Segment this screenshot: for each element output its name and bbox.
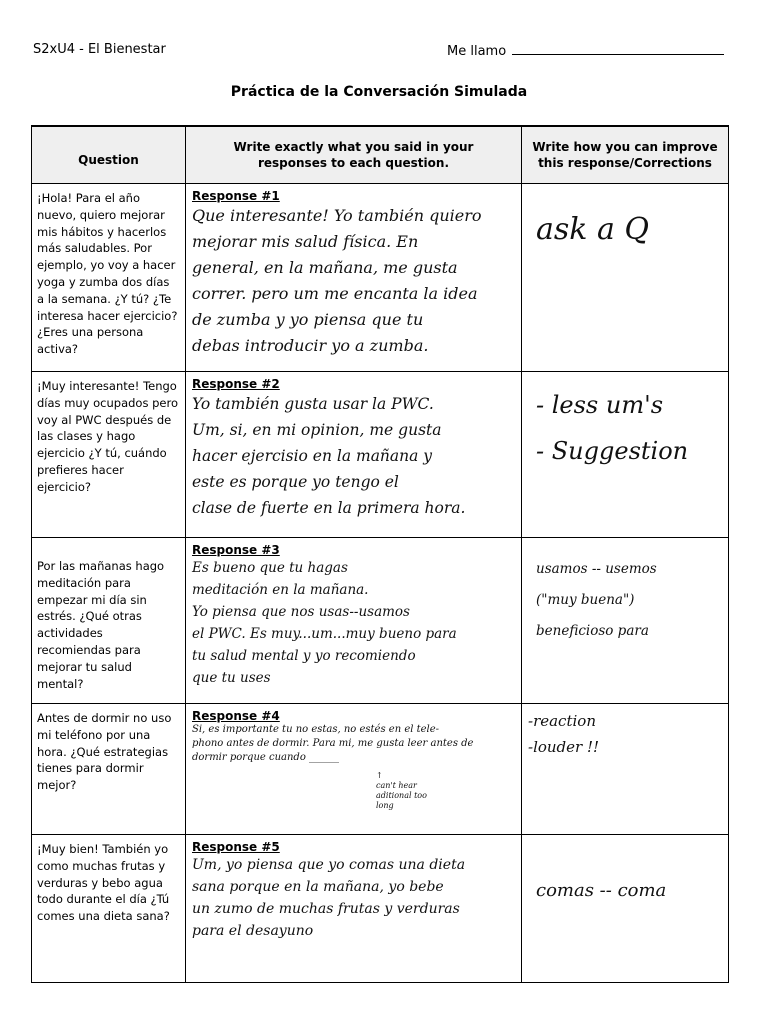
response-label: Response #4 bbox=[192, 709, 280, 723]
handwritten-correction: ask a Q bbox=[536, 212, 650, 247]
correction-cell[interactable] bbox=[522, 372, 729, 538]
handwritten-note: ↑ can't hear aditional too long bbox=[376, 771, 427, 810]
question-cell: ¡Muy interesante! Tengo días muy ocupados pero voy al PWC después de las clases y hago ejercicio ¿Y tú, cuándo prefieres hacer ejercicio? bbox=[32, 372, 186, 538]
column-header-question: Question bbox=[32, 126, 186, 184]
correction-cell[interactable] bbox=[522, 835, 729, 983]
handwritten-response: Yo también gusta usar la PWC. Um, si, en mi opinion, me gusta hacer ejercisio en la mañana y este es porque yo tengo el clase de fuerte en la primera hora. bbox=[192, 395, 466, 517]
table-row bbox=[32, 372, 729, 538]
question-cell: Antes de dormir no uso mi teléfono por una hora. ¿Qué estrategias tienes para dormir mejor? bbox=[32, 704, 186, 835]
response-label: Response #1 bbox=[192, 189, 280, 203]
response-cell[interactable] bbox=[186, 704, 522, 835]
response-label: Response #3 bbox=[192, 543, 280, 557]
response-label: Response #5 bbox=[192, 840, 280, 854]
page-title: Práctica de la Conversación Simulada bbox=[230, 84, 528, 100]
response-cell[interactable] bbox=[186, 184, 522, 372]
correction-cell[interactable] bbox=[522, 704, 729, 835]
table-header-row bbox=[32, 126, 729, 184]
question-cell: ¡Hola! Para el año nuevo, quiero mejorar mis hábitos y hacerlos más saludables. Por ejemplo, yo voy a hacer yoga y zumba dos días a la semana. ¿Y tú? ¿Te interesa hacer ejercicio? ¿Eres una persona activa? bbox=[32, 184, 186, 372]
column-header-response: Write exactly what you said in your responses to each question. bbox=[186, 126, 522, 184]
handwritten-response: Si, es importante tu no estas, no estés en el tele- phono antes de dormir. Para mi, me gusta leer antes de dormir porque cuando ______ bbox=[192, 724, 474, 763]
table-row bbox=[32, 704, 729, 835]
response-cell[interactable] bbox=[186, 538, 522, 704]
response-cell[interactable] bbox=[186, 372, 522, 538]
correction-cell[interactable] bbox=[522, 538, 729, 704]
response-cell[interactable] bbox=[186, 835, 522, 983]
name-blank-line[interactable] bbox=[512, 42, 724, 55]
table-row bbox=[32, 184, 729, 372]
handwritten-correction: comas -- coma bbox=[536, 880, 667, 901]
name-label: Me llamo bbox=[447, 44, 507, 59]
table-row bbox=[32, 538, 729, 704]
table-row bbox=[32, 835, 729, 983]
name-field bbox=[447, 42, 724, 59]
handwritten-response: Que interesante! Yo también quiero mejorar mis salud física. En general, en la mañana, me gusta correr. pero um me encanta la idea de zumba y yo piensa que tu debas introducir yo a zumba. bbox=[192, 206, 482, 355]
response-label: Response #2 bbox=[192, 377, 280, 391]
column-header-improve: Write how you can improve this response/Corrections bbox=[522, 126, 729, 184]
handwritten-correction: usamos -- usemos ("muy buena") beneficioso para bbox=[536, 561, 657, 639]
correction-cell[interactable] bbox=[522, 184, 729, 372]
unit-label: S2xU4 - El Bienestar bbox=[33, 42, 166, 57]
handwritten-response: Es bueno que tu hagas meditación en la mañana. Yo piensa que nos usas--usamos el PWC. Es muy...um...muy bueno para tu salud mental y yo recomiendo que tu uses bbox=[192, 560, 457, 686]
handwritten-response: Um, yo piensa que yo comas una dieta sana porque en la mañana, yo bebe un zumo de muchas frutas y verduras para el desayuno bbox=[192, 857, 466, 939]
question-cell: Por las mañanas hago meditación para empezar mi día sin estrés. ¿Qué otras actividades recomiendas para mejorar tu salud mental? bbox=[32, 538, 186, 704]
question-cell: ¡Muy bien! También yo como muchas frutas y verduras y bebo agua todo durante el día ¿Tú comes una dieta sana? bbox=[32, 835, 186, 983]
conversation-table bbox=[31, 125, 729, 983]
handwritten-correction: -reaction -louder !! bbox=[528, 712, 600, 756]
handwritten-correction: - less um's - Suggestion bbox=[536, 391, 689, 465]
